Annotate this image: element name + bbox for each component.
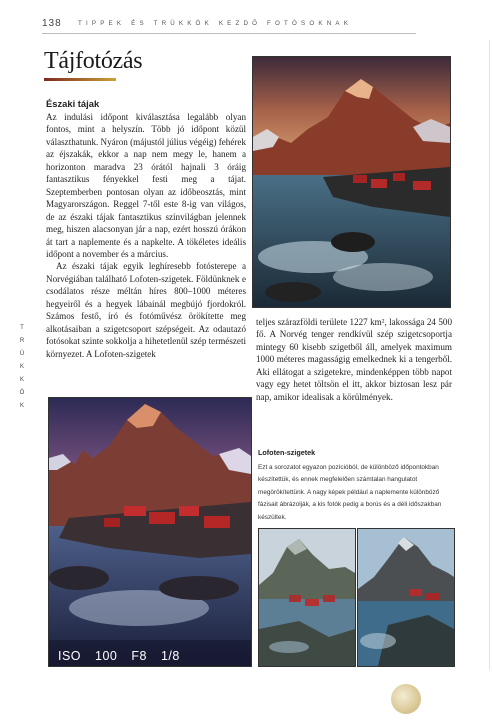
page-title: Tájfotózás: [44, 48, 143, 74]
running-title: TIPPEK ÉS TRÜKKÖK KEZDŐ FOTÓSOKNAK: [78, 20, 353, 27]
aperture-value: F8: [131, 649, 147, 663]
side-letter: T: [20, 325, 24, 331]
title-underline: [44, 78, 116, 81]
side-letter: R: [19, 338, 25, 344]
page-number: 138: [42, 18, 62, 29]
body-paragraph: teljes szárazföldi területe 1227 km², lakossága 24 500 fő. A Norvég tenger rendkívül szép szigetcsoportja mintegy 60 kisebb szigetből áll, amelyek maximum 1000 méteres magasságig emelkednek ki a tengerből. Aki ellátogat a szigetekre, mindenképpen több napot vagy egy hetet töltsön el itt, akkor biztosan lesz pár nap, amikor idealisak a körülmények.: [256, 317, 452, 402]
iso-value: ISO 100: [58, 649, 118, 663]
lofoten-photo-small-noon: [357, 528, 455, 667]
side-letter: K: [19, 364, 24, 370]
side-letter: Ö: [19, 390, 25, 396]
lofoten-photo-top: [252, 56, 451, 308]
side-letter: K: [19, 377, 24, 383]
caption-body: Ezt a sorozatot egyazon pozícióból, de különböző időpontokban készítettük, és ennek megfelelően számtalan hangulatot megörökítettünk. A nagy képek például a naplemente különböző fázisait ábrázolják, a kis fotók pedig a borús és a déli időszakban készültek.: [258, 464, 442, 521]
header-rule: [42, 33, 416, 34]
side-label: [17, 322, 27, 413]
lofoten-photo-small-cloudy: [258, 528, 356, 667]
book-logo-badge: [391, 684, 421, 714]
caption-heading: Lofoten-szigetek: [258, 448, 316, 457]
shutter-value: 1/8: [160, 649, 180, 663]
side-letter: K: [19, 403, 24, 409]
lofoten-photo-large: [48, 397, 252, 667]
page-edge-rule: [489, 40, 490, 670]
body-paragraph: Az indulási időpont kiválasztása legalább olyan fontos, mint a helyszín. Több jó időpont közül választhatunk. Nyáron (májustól július végéig) fehérek az éjszakák, ekkor a nap nem megy le, hanem a horizonton maradva 23 órától hajnali 3 óráig fantasztikus fényekkel festi meg a tájat. Szeptemberben pontosan olyan az időbeosztás, mint Magyarországon. Reggel 7-től este 8-ig van világos, de az északi tájak fantasztikus színvilágban jelennek meg, hiszen alacsonyan jár a nap, ezért hosszú órákon át tart a naplemente és a napkelte. A tökéletes ideális időpont a november és a március.: [46, 112, 247, 259]
side-letter: Ü: [19, 351, 25, 357]
section-heading: Északi tájak: [46, 98, 100, 109]
body-column-right: [256, 316, 452, 403]
exif-readout: [58, 649, 180, 663]
body-paragraph: Az északi tájak egyik leghíresebb fotósterepe a Norvégiában található Lofoten-szigetek. Földünknek e csodálatos része méltán híres 800–1000 méteres hegyeiről és a hegyek lábainál megbújó fjordokról. Számos festő, író és fotóművész örökítette meg alkotásaiban a szigetcsoport szépségeit. Az odautazó fotósokat szinte sokkolja a hihetetlenül szép természeti környezet. A Lofoten-szigetek: [46, 261, 247, 359]
body-column-left: [46, 111, 246, 360]
